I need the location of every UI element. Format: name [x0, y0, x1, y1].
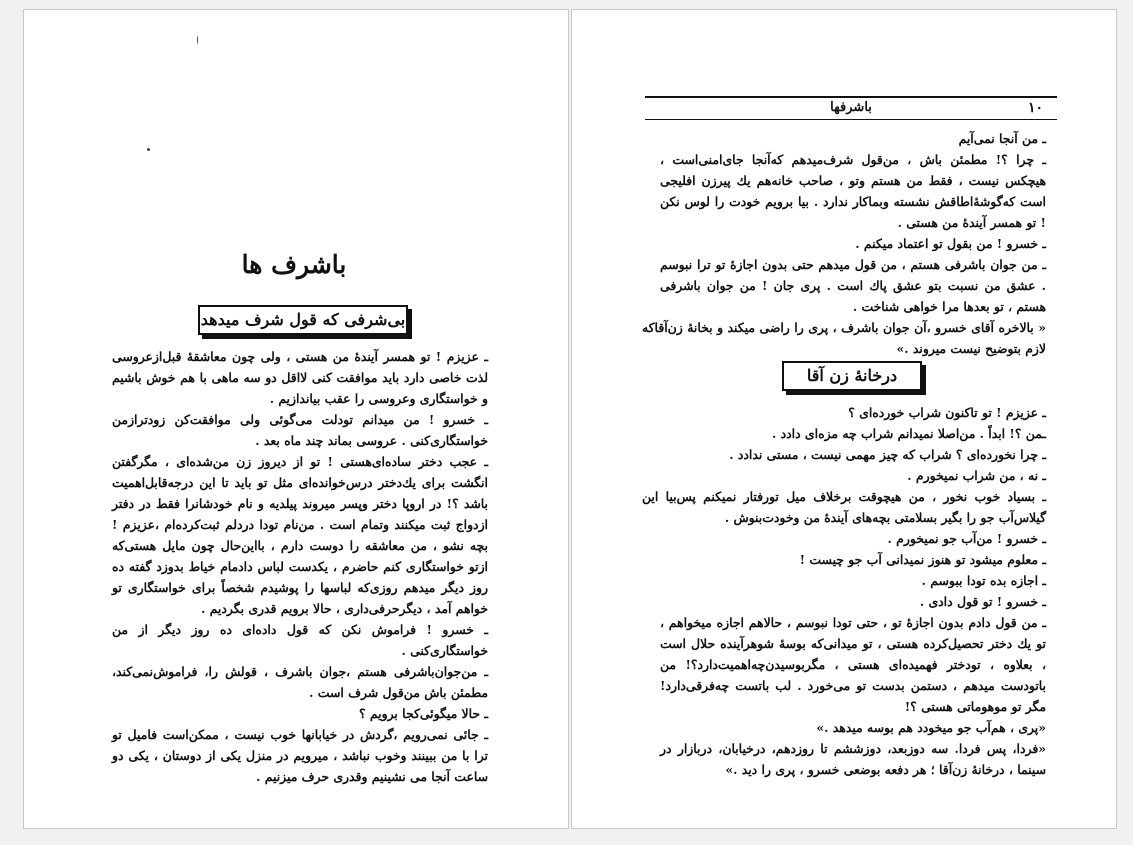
running-header: [645, 96, 1057, 120]
scan-speck: [147, 148, 150, 151]
paragraph: ـ خسرو ! تو قول دادی .: [919, 594, 1046, 609]
paragraph: ـ نه ، من شراب نمیخورم .: [907, 468, 1046, 483]
page-number: ۱۰: [1027, 100, 1043, 116]
paragraph: ـ بسیاد خوب نخور ، من هیچوقت برخلاف میل تورفتار نمیکنم پس‌بیا این گیلاس‌آب جو را بگیر بسلامتی بچه‌های آیندهٔ من وخودت‌بنوش .: [642, 489, 1046, 525]
paragraph: ـ جائی نمی‌رویم ،گردش در خیابانها خوب نیست ، ممکن‌است فامیل تو ترا با من ببینند وخوب نباشد ، میرویم در منزل یکی از دوستان ، یکی دو ساعت آنجا می نشینیم وقدری حرف میزنیم .: [112, 727, 488, 784]
paragraph: ـ خسرو ! من بقول تو اعتماد میکنم .: [855, 236, 1046, 251]
paragraph: ـ من‌جوان‌باشرفی هستم ،جوان باشرف ، قولش را، فراموش‌نمی‌کند، مطمئن باش من‌قول شرف است .: [112, 664, 488, 700]
paragraph: ـ چرا نخورده‌ای ؟ شراب که چیز مهمی نیست ، مستی ندادد .: [729, 447, 1046, 462]
paragraph: ـ اجازه بده تودا ببوسم .: [921, 573, 1046, 588]
paragraph: ـ عزیزم ! تو همسر آیندهٔ من هستی ، ولی چون معاشقهٔ قبل‌ازعروسی لذت خاصی دارد باید موافقت کنی لااقل دو سه ماهی با هم خوش باشیم و خواستگاری وعروسی را عقب بیاندازیم .: [112, 349, 488, 406]
paragraph: ـ من آنجا نمی‌آیم: [958, 131, 1046, 146]
paragraph: ـ معلوم میشود تو هنوز نمیدانی آب جو چیست !: [799, 552, 1046, 567]
paragraph: «فردا، پس فردا. سه دوزبعد، دوزششم تا روزدهم، درخیابان، دربازار در سینما ، درخانهٔ زن‌آقا ؛ هر دفعه بوضعی خسرو ، پری را دید .»: [660, 741, 1046, 777]
paragraph: ـ چرا ؟! مطمئن باش ، من‌قول شرف‌میدهم که‌آنجا جای‌امنی‌است ، هیچکس نیست ، فقط من هستم وتو ، صاحب خانه‌هم یك پیرزن افلیجی است که‌گوشهٔ‌اطاقش نشسته وبماکار ندارد . بیا برویم خودت را لوس نکن ! تو همسر آیندهٔ من هستی .: [660, 152, 1046, 230]
paragraph: «پری ، هم‌آب جو میخودد هم بوسه میدهد .»: [816, 720, 1046, 735]
section-heading: بی‌شرفی که قول شرف میدهد: [198, 305, 408, 335]
paragraph: ـ من قول دادم بدون اجازهٔ تو ، حتی تودا نبوسم ، حالاهم اجازه میخواهم ، تو یك دختر تحصیل‌کرده هستی ، تو میدانی‌که بوسهٔ شوهر‌آینده حلال است ، بعلاوه ، تودختر فهمیده‌ای هستی ، مگر‌بوسیدن‌چه‌اهمیت‌دارد؟! من باتودست میدهم ، دستمن بدست تو می‌خورد . لب باتست چه‌فرقی‌دارد! مگر تو موهوماتی هستی ؟!: [660, 615, 1046, 714]
paragraph: ـمن ؟! ابداً . من‌اصلا نمیدانم شراب چه مزه‌ای دادد .: [772, 426, 1046, 441]
paragraph: ـ خسرو ! فراموش نکن که قول داده‌ای ده روز دیگر از من خواستگاری‌کنی .: [112, 622, 488, 658]
section-heading: درخانهٔ زن آقا: [782, 361, 922, 391]
paragraph: ـ عزیزم ! تو تاکنون شراب خورده‌ای ؟: [848, 405, 1046, 420]
paragraph: ـ عجب دختر ساده‌ای‌هستی ! تو از دیروز زن من‌شده‌ای ، مگرگفتن انگشت برای یك‌دختر درس‌خوانده‌ای مثل تو باید تا این درجه‌قابل‌اهمیت باشد ؟! در اروپا دختر وپسر میروند پیلدیه و نام خودشانرا فقط در دفتر ازدواج ثبت میکنند وتمام است . من‌نام تودا دردلم ثبت‌کرده‌ام ،عزیزم ! بچه نشو ، من معاشقه را دوست دارم ، بااین‌حال چون مایل هستی‌که ازتو خواستگاری کنم حاضرم ، یکدست لباس دادمام خیاط بدوزد گفته ده روز دیگر میدهم روزی‌که لباسها را پوشیدم شخصاً برای خواستگاری تو خواهم آمد ، دیگرحرفی‌داری ، حالا برویم قدری بگردیم .: [112, 454, 488, 616]
paragraph: « بالاخره آقای خسرو ،آن جوان باشرف ، پری را راضی میکند و بخانهٔ زن‌آقاکه لازم بتوضیح نیست میروند .»: [642, 320, 1046, 356]
right-page: [571, 9, 1117, 829]
paragraph: ـ حالا میگوئی‌کجا برویم ؟: [359, 706, 488, 721]
running-title: باشرفها: [830, 100, 872, 115]
paragraph: ـ خسرو ! من‌آب جو نمیخورم .: [887, 531, 1046, 546]
chapter-title: باشرف ها: [241, 250, 347, 279]
scan-speck: [197, 36, 198, 44]
left-page: [23, 9, 569, 829]
paragraph: ـ خسرو ! من میدانم تودلت می‌گوئی ولی موافقت‌کن زودترازمن خواستگاری‌کنی . عروسی بماند چند ماه بعد .: [112, 412, 488, 448]
paragraph: ـ من جوان باشرفی هستم ، من قول میدهم حتی بدون اجازهٔ تو ترا نبوسم . عشق من نسبت بتو عشق پاك است . پری جان ! من جوان باشرفی هستم ، تو بعدها مرا خواهی شناخت .: [660, 257, 1046, 314]
